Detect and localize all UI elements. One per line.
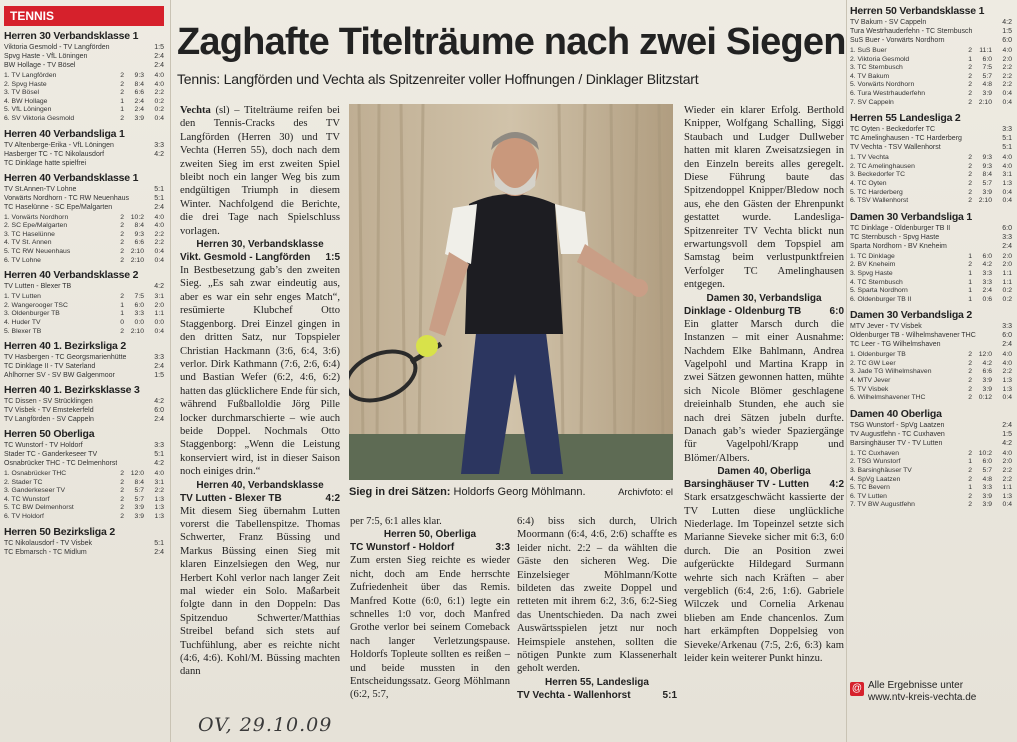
match-result-row: Osnabrücker THC - TC Delmenhorst 4:2	[4, 460, 164, 468]
match-result-row: TV Lutten - Blexer TB 4:2	[4, 283, 164, 291]
standings-row: 5. TV Visbek 2 3:9 1:3	[850, 385, 1012, 393]
photo-illustration	[349, 104, 673, 480]
standings-row: 6. Oldenburger TB II 1 0:6 0:2	[850, 295, 1012, 303]
match-result-row: TC Dinklage - Oldenburger TB II 6:0	[850, 224, 1012, 232]
match-result-row: TV Langförden - SV Cappeln 2:4	[4, 416, 164, 424]
section-heading: Herren 30, Verbandsklasse	[196, 239, 324, 251]
match-result: Barsinghäuser TV - Lutten 4:2	[684, 479, 844, 491]
league-block	[850, 112, 1012, 206]
right-results-column	[850, 0, 1012, 742]
standings-row: 1. Oldenburger TB 2 12:0 4:0	[850, 351, 1012, 359]
standings-row: 4. TC Wunstorf 2 5:7 1:3	[4, 495, 164, 503]
match-result-row: TC Amelinghausen - TC Harderberg 5:1	[850, 135, 1012, 143]
league-block	[4, 128, 164, 168]
section-heading: Herren 55, Landesliga	[545, 676, 649, 688]
standings-row: 1. Vorwärts Nordhorn 2 10:2 4:0	[4, 213, 164, 221]
standings-row: 2. Stader TC 2 8:4 3:1	[4, 478, 164, 486]
report-paragraph: 6:4) biss sich durch, Ulrich Moormann (6:4, 4:6, 2:6) schaffte es leider nicht. 2:2 – da wählten die Gäste den sicheren Weg. Die Einzelsieger Möhlmann/Kotte bildeten das zweite Doppel und retteten mit ihrem 6:2, 3:6, 6:2-Sieg das Unentschieden. Da nach zwei Auswärtsspielen jetzt nur noch Heimspiele anstehen, sollten die nötigen Punkte zum Klassenerhalt geholt werden.	[517, 516, 677, 675]
standings-row: 2. Viktoria Gesmold 1 6:0 2:0	[850, 55, 1012, 63]
report-paragraph: per 7:5, 6:1 alles klar.	[350, 516, 442, 527]
standings-row: 3. TC Sternbusch 2 7:5 2:2	[850, 64, 1012, 72]
standings-table	[850, 47, 1012, 107]
match-result-row: Hasberger TC - TC Nikolausdorf 4:2	[4, 150, 164, 158]
standings-row: 6. TV Lohne 2 2:10 0:4	[4, 256, 164, 264]
standings-row: 7. TV BW Augustfehn 2 3:9 0:4	[850, 501, 1012, 509]
league-block	[4, 428, 164, 522]
tennis-player-photo	[349, 104, 673, 480]
standings-row: 4. TC Oyten 2 5:7 1:3	[850, 179, 1012, 187]
standings-table	[850, 154, 1012, 206]
article-column-1	[180, 104, 340, 714]
standings-row: 2. TSG Wunstorf 1 6:0 2:0	[850, 458, 1012, 466]
standings-row: 4. MTV Jever 2 3:9 1:3	[850, 377, 1012, 385]
standings-row: 3. Jade TG Wilhelmshaven 2 6:6 2:2	[850, 368, 1012, 376]
standings-row: 2. BV Kneheim 2 4:2 2:0	[850, 261, 1012, 269]
report-paragraph: In Bestbesetzung gab’s den zweiten Sieg. „Es sah zwar eindeutig aus, aber es war ein sehr enges Match“, resümierte Klubchef Otto Staggenborg. Drei Einzel gingen in den dritten Satz, nur Topspieler Christian Hackmann (3:6, 6:4, 3:6) verlor. Dirk Kathmann (7:6, 2:6, 6:4) und Bastian Wefer (6:2, 4:6, 6:2) hatten das glücklichere Ende für sich, während Fußballoldie Jörg Pille locker durchmarschierte – wie auch beide Doppel. Nochmals Otto Staggenborg: „Wenn die Leistung konserviert wird, ist in dieser Saison noch einiges drin.“	[180, 265, 340, 478]
article-column-4	[684, 104, 844, 714]
article-subheadline: Tennis: Langförden und Vechta als Spitzenreiter voller Hoffnungen / Dinklager Blitzstart	[177, 71, 699, 87]
standings-row: 6. Wilhelmshavener THC 2 0:12 0:4	[850, 394, 1012, 402]
standings-table	[4, 72, 164, 124]
section-heading: Damen 30, Verbandsliga	[706, 292, 822, 304]
photo-credit: Archivfoto: el	[618, 487, 673, 498]
standings-row: 5. Sparta Nordhorn 1 2:4 0:2	[850, 287, 1012, 295]
league-block	[850, 408, 1012, 510]
standings-row: 2. TC GW Leer 2 4:2 4:0	[850, 359, 1012, 367]
report-paragraph: Zum ersten Sieg reichte es wieder nicht, doch am Ende herrschte Zufriedenheit über das Remis. Manfred Kotte (6:0, 6:1) legte ein schnelles 1:0 vor, doch Manfred Grothe verlor bei seinem Comeback nach langer Verletzungspause. Holdorfs Topleute sollten es reißen – und beide mussten in den Entscheidungssatz. Georg Möhlmann (6:2, 5:7,	[350, 555, 510, 701]
standings-row: 2. Wangerooger TSC 1 6:0 2:0	[4, 301, 164, 309]
results-link-note: @ Alle Ergebnisse unter www.ntv-kreis-vechta.de	[850, 680, 1012, 704]
match-result-row: TC Dinklage II - TV Saterland 2:4	[4, 363, 164, 371]
report-paragraph: Wieder ein klarer Erfolg. Berthold Knipper, Wolfgang Schalling, Siggi Staubach und Ludger Dullweber hatten mit klaren Zweisatzsiegen in den Einzeln bereits alles geregelt. Diese Führung baute das Spitzendoppel Knipper/Bledow noch aus, ehe den Gästen der Ehrenpunkt gestattet wurde. Landesliga-Spitzenreiter TV Vechta blickt nun erwartungsvoll dem Topspiel am Samstag beim verlustpunktfreien Verfolger TC Amelinghausen entgegen.	[684, 105, 844, 291]
match-result-row: TC Wunstorf - TV Holdorf 3:3	[4, 442, 164, 450]
at-icon: @	[851, 683, 863, 694]
match-result-row: TV Vechta - TSV Wallenhorst 5:1	[850, 144, 1012, 152]
league-title: Herren 50 Oberliga	[4, 428, 95, 441]
standings-row: 3. Beckedorfer TC 2 8:4 3:1	[850, 171, 1012, 179]
match-result: TC Wunstorf - Holdorf 3:3	[350, 542, 510, 554]
standings-row: 7. SV Cappeln 2 2:10 0:4	[850, 98, 1012, 106]
match-result-row: TV Hasbergen - TC Georgsmarienhütte 3:3	[4, 354, 164, 362]
match-result: Vikt. Gesmold - Langförden 1:5	[180, 252, 340, 264]
standings-table	[850, 253, 1012, 305]
match-result-row: MTV Jever - TV Visbek 3:3	[850, 323, 1012, 331]
match-result-row: TV Altenberge-Erika - VfL Löningen 3:3	[4, 141, 164, 149]
match-result-row: TV Visbek - TV Emstekerfeld 6:0	[4, 407, 164, 415]
standings-row: 3. TC Haselünne 2 9:3 2:2	[4, 230, 164, 238]
report-paragraph: Mit diesem Sieg übernahm Lutten vorerst die Tabellenspitze. Thomas Schwerter, Franz Büssing und Markus Büssing einen Sieg mit klaren Einzelsiegen den Weg, nur Herbert Kohl verlor nach langer Zeit mal wieder ein Solo. Maßarbeit folgte dann in den Doppeln: Das Spitzenduo Schwerter/Matthias Streibel befand sich stets auf Tuchfühlung, aber es reichte nicht (4:6, 4:6). Kohl/M. Büssing machten dann	[180, 505, 340, 678]
match-result: TV Vechta - Wallenhorst 5:1	[517, 689, 677, 701]
standings-row: 3. Ganderkeseer TV 2 5:7 2:2	[4, 487, 164, 495]
match-result: Dinklage - Oldenburg TB 6:0	[684, 305, 844, 317]
match-result-row: TC Oyten - Beckedorfer TC 3:3	[850, 126, 1012, 134]
report-paragraph: Stark ersatzgeschwächt kassierte der TV Lutten diese unglückliche Niederlage. Im Topeinzel setzte sich Marianne Sieveke sicher mit 6:3, 6:0 durch. Die an Position zwei aufgerückte Hildegard Surmann wehrte sich nach Kräften – aber vergeblich (6:4, 2:6, 1:6). Gabriele Wilczek und Cornelia Arkenau blieben am Ende chancenlos. Zum hart erkämpften Doppelsieg von Sieveke/Arkenau (7:5, 2:6, 6:3) kam leider kein weiterer Punkt hinzu.	[684, 492, 844, 665]
standings-table	[850, 450, 1012, 510]
section-heading: Damen 40, Oberliga	[717, 466, 811, 478]
standings-row: 3. TV Bösel 2 6:6 2:2	[4, 89, 164, 97]
match-result-row: Ahlhorner SV - SV BW Galgenmoor 1:5	[4, 372, 164, 380]
handwritten-date: OV, 29.10.09	[198, 714, 333, 736]
match-result-row: TV St.Annen-TV Lohne 5:1	[4, 185, 164, 193]
standings-table	[850, 351, 1012, 403]
standings-row: 6. TV Lutten 2 3:9 1:3	[850, 492, 1012, 500]
league-title: Damen 40 Oberliga	[850, 407, 942, 420]
match-result-row: Barsinghäuser TV - TV Lutten 4:2	[850, 439, 1012, 447]
league-title: Herren 50 Bezirksliga 2	[4, 525, 115, 538]
standings-row: 2. TC Amelinghausen 2 9:3 4:0	[850, 162, 1012, 170]
standings-row: 4. TV St. Annen 2 6:6 2:2	[4, 239, 164, 247]
match-result-row: TC Nikolausdorf - TV Visbek 5:1	[4, 539, 164, 547]
standings-row: 5. TC RW Neuenhaus 2 2:10 0:4	[4, 247, 164, 255]
standings-row: 1. TV Vechta 2 9:3 4:0	[850, 154, 1012, 162]
match-result: TV Lutten - Blexer TB 4:2	[180, 492, 340, 504]
standings-row: 1. TV Langförden 2 9:3 4:0	[4, 72, 164, 79]
standings-row: 5. Vorwärts Nordhorn 2 4:8 2:2	[850, 81, 1012, 89]
intro-paragraph: Vechta (sl) – Titelträume reifen bei den Tennis-Cracks des TV Langförden (Herren 30) und TV Vechta (Herren 55), doch nach dem zweiten Sieg im erst zweiten Spiel bleibt noch ein langer Weg bis zum endgültigen Triumph in diesem Winter. Nachfolgend die Berichte, die drei Tage nach Spielschluss vorlagen.	[180, 105, 340, 237]
standings-row: 1. SuS Buer 2 11:1 4:0	[850, 47, 1012, 54]
standings-table	[4, 470, 164, 522]
standings-row: 5. Blexer TB 2 2:10 0:4	[4, 327, 164, 335]
league-title: Herren 40 Verbandsklasse 1	[4, 171, 139, 184]
standings-row: 5. TC Bevern 1 3:3 1:1	[850, 484, 1012, 492]
report-paragraph: Ein glatter Marsch durch die Instanzen – mit einer Ausnahme: Nachdem Elke Bahlmann, Andrea Vagelpohl und Martina Krapp in zwei Sätzen gewonnen hatten, mühte sich Nicole Blömer geschlagene dreieinhalb Stunden, ehe auch sie nach drei Sätzen jubeln durfte. Danach gab’s wieder Spaziergänge für Vagelpohl/Krapp und Blömer/Albers.	[684, 318, 844, 464]
match-result-row: TSG Wunstorf - SpVg Laatzen 2:4	[850, 421, 1012, 429]
league-title: Damen 30 Verbandsliga 2	[850, 309, 973, 322]
article-column-2	[350, 515, 510, 715]
photo-caption: Sieg in drei Sätzen: Holdorfs Georg Möhlmann. Archivfoto: el	[349, 486, 673, 498]
league-block	[4, 384, 164, 424]
article-headline: Zaghafte Titelträume nach zwei Siegen	[177, 21, 846, 63]
standings-row: 5. TC Harderberg 2 3:9 0:4	[850, 188, 1012, 196]
standings-table	[4, 293, 164, 336]
league-title: Herren 40 1. Bezirksklasse 3	[4, 384, 140, 397]
standings-row: 6. Tura Westrhauderfehn 2 3:9 0:4	[850, 89, 1012, 97]
standings-row: 6. TV Holdorf 2 3:9 1:3	[4, 513, 164, 521]
section-label: TENNIS	[4, 6, 164, 26]
standings-table	[4, 214, 164, 266]
standings-row: 1. TC Cuxhaven 2 10:2 4:0	[850, 449, 1012, 457]
league-block	[4, 340, 164, 380]
left-leagues-list	[4, 30, 164, 557]
match-result-row: TC Leer - TG Wilhelmshaven 2:4	[850, 341, 1012, 349]
match-result-row: Tura Westrhauderfehn - TC Sternbusch 1:5	[850, 28, 1012, 35]
match-result-row: Stader TC - Ganderkeseer TV 5:1	[4, 451, 164, 459]
standings-row: 4. TV Bakum 2 5:7 2:2	[850, 72, 1012, 80]
match-result-row: TV Bakum - SV Cappeln 4:2	[850, 19, 1012, 26]
match-result-row: Vorwärts Nordhorn - TC RW Neuenhaus 5:1	[4, 194, 164, 202]
league-title: Herren 40 Verbandsklasse 2	[4, 269, 139, 282]
standings-row: 2. Spvg Haste 2 8:4 4:0	[4, 80, 164, 88]
standings-row: 3. Oldenburger TB 1 3:3 1:1	[4, 310, 164, 318]
standings-row: 1. Osnabrücker THC 2 12:0 4:0	[4, 470, 164, 478]
match-result-row: TC Dissen - SV Strücklingen 4:2	[4, 398, 164, 406]
league-title: Herren 55 Landesliga 2	[850, 112, 961, 125]
column-divider	[846, 0, 847, 742]
league-block	[4, 30, 164, 124]
standings-row: 3. Barsinghäuser TV 2 5:7 2:2	[850, 467, 1012, 475]
standings-row: 3. Spvg Haste 1 3:3 1:1	[850, 269, 1012, 277]
match-result-row: Viktoria Gesmold - TV Langförden 1:5	[4, 44, 164, 51]
league-title: Herren 30 Verbandsklasse 1	[4, 30, 139, 42]
match-result-row: SuS Buer - Vorwärts Nordhorn 6:0	[850, 37, 1012, 44]
article-column-3	[517, 515, 677, 715]
dateline: Vechta	[180, 105, 211, 116]
standings-row: 1. TV Lutten 2 7:5 3:1	[4, 293, 164, 301]
standings-row: 6. SV Viktoria Gesmold 2 3:9 0:4	[4, 114, 164, 122]
standings-row: 2. SC Epe/Malgarten 2 8:4 4:0	[4, 222, 164, 230]
standings-row: 4. Huder TV 0 0:0 0:0	[4, 318, 164, 326]
section-heading: Herren 50, Oberliga	[383, 529, 477, 541]
match-result-row: Oldenburger TB - Wilhelmshavener THC 6:0	[850, 332, 1012, 340]
match-result-row: TV Augustfehn - TC Cuxhaven 1:5	[850, 430, 1012, 438]
league-title: Herren 50 Verbandsklasse 1	[850, 5, 985, 17]
match-result-row: Sparta Nordhorn - BV Kneheim 2:4	[850, 242, 1012, 250]
league-title: Herren 40 Verbandsliga 1	[4, 127, 125, 140]
match-result-row: TC Sternbusch - Spvg Haste 3:3	[850, 233, 1012, 241]
match-result-row: TC Ebmarsch - TC Midlum 2:4	[4, 548, 164, 556]
standings-row: 4. BW Hollage 1 2:4 0:2	[4, 97, 164, 105]
left-results-column	[4, 6, 164, 742]
column-divider	[170, 0, 171, 742]
standings-row: 5. TC BW Delmenhorst 2 3:9 1:3	[4, 504, 164, 512]
section-heading: Herren 40, Verbandsklasse	[196, 479, 324, 491]
match-result-row: TC Haselünne - SC Epe/Malgarten 2:4	[4, 203, 164, 211]
standings-row: 4. SpVg Laatzen 2 4:8 2:2	[850, 475, 1012, 483]
league-block	[4, 526, 164, 557]
match-result-row: Spvg Haste - VfL Löningen 2:4	[4, 53, 164, 60]
league-block	[4, 172, 164, 266]
league-title: Herren 40 1. Bezirksliga 2	[4, 340, 127, 353]
league-block	[850, 211, 1012, 305]
standings-row: 5. VfL Löningen 1 2:4 0:2	[4, 106, 164, 114]
league-block	[850, 309, 1012, 403]
standings-row: 4. TC Sternbusch 1 3:3 1:1	[850, 278, 1012, 286]
league-block	[850, 5, 1012, 107]
standings-row: 6. TSV Wallenhorst 2 2:10 0:4	[850, 197, 1012, 205]
match-result-row: TC Dinklage hatte spielfrei	[4, 159, 87, 167]
league-title: Damen 30 Verbandsliga 1	[850, 210, 973, 223]
league-block	[4, 269, 164, 336]
standings-row: 1. TC Dinklage 1 6:0 2:0	[850, 252, 1012, 260]
right-leagues-list	[850, 5, 1012, 510]
results-url[interactable]: www.ntv-kreis-vechta.de	[868, 692, 977, 703]
match-result-row: BW Hollage - TV Bösel 2:4	[4, 62, 164, 69]
